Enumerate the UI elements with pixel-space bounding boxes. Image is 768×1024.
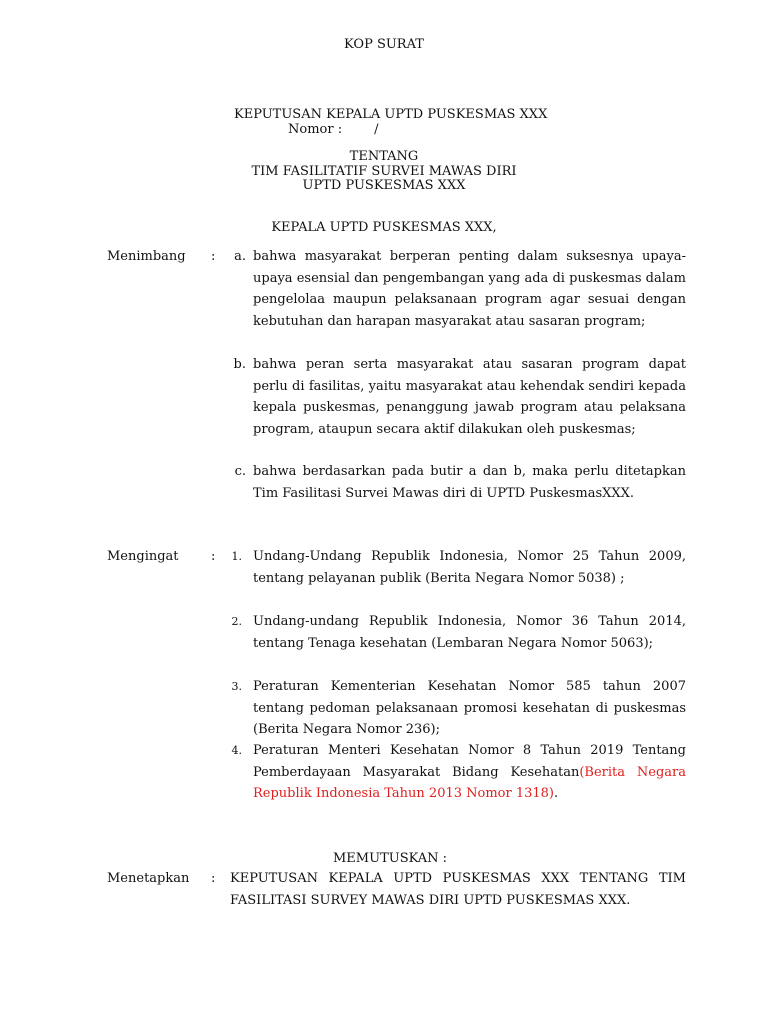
mengingat-marker-2: 2. xyxy=(231,615,242,628)
issuer-heading: KEPALA UPTD PUSKESMAS XXX, xyxy=(271,220,497,235)
mengingat-item-2: Undang-undang Republik Indonesia, Nomor 36 Tahun 2014, tentang Tenaga kesehatan (Lembaran Negara Nomor 5063); xyxy=(253,614,686,651)
mengingat-marker-1: 1. xyxy=(231,550,242,563)
menetapkan-label: Menetapkan xyxy=(107,871,190,886)
menetapkan-text: KEPUTUSAN KEPALA UPTD PUSKESMAS XXX TENTANG TIM FASILITASI SURVEY MAWAS DIRI UPTD PUSKESMAS XXX. xyxy=(230,871,686,908)
decree-title: KEPUTUSAN KEPALA UPTD PUSKESMAS XXX xyxy=(234,107,548,122)
mengingat-label: Mengingat xyxy=(107,549,179,564)
menimbang-label: Menimbang xyxy=(107,249,186,264)
mengingat-item-3: Peraturan Kementerian Kesehatan Nomor 585 tahun 2007 tentang pedoman pelaksanaan promosi kesehatan di puskesmas (Berita Negara Nomor 236); xyxy=(253,679,686,738)
decree-number xyxy=(288,122,378,137)
subject-line-2: UPTD PUSKESMAS XXX xyxy=(302,178,466,193)
menimbang-marker-c: c. xyxy=(234,464,246,479)
nomor-label: Nomor : xyxy=(288,122,343,137)
mengingat-item-4 xyxy=(253,740,686,805)
mengingat-item-4-red-citation: (Berita Negara Republik Indonesia Tahun 2013 Nomor 1318) xyxy=(253,764,686,802)
menimbang-item-b: bahwa peran serta masyarakat atau sasaran program dapat perlu di fasilitas, yaitu masyarakat atau kehendak sendiri kepada kepala puskesmas, penanggung jawab program atau pelaksana program, ataupun secara aktif dilakukan oleh puskesmas; xyxy=(253,357,686,437)
mengingat-marker-4: 4. xyxy=(231,744,242,757)
mengingat-colon: : xyxy=(211,549,216,564)
mengingat-marker-3: 3. xyxy=(231,680,242,693)
subject-line-1: TIM FASILITATIF SURVEI MAWAS DIRI xyxy=(251,164,517,179)
menimbang-colon: : xyxy=(211,249,216,264)
mengingat-item-1: Undang-Undang Republik Indonesia, Nomor 25 Tahun 2009, tentang pelayanan publik (Berita Negara Nomor 5038) ; xyxy=(253,549,686,586)
menimbang-marker-b: b. xyxy=(233,357,246,372)
nomor-value: / xyxy=(374,122,379,137)
menimbang-item-a: bahwa masyarakat berperan penting dalam suksesnya upaya-upaya esensial dan pengembangan yang ada di puskesmas dalam pengelolaa maupun pelaksanaan program agar sesuai dengan kebutuhan dan harapan masyarakat atau sasaran program; xyxy=(253,249,686,329)
letterhead: KOP SURAT xyxy=(344,37,424,52)
menimbang-item-c: bahwa berdasarkan pada butir a dan b, maka perlu ditetapkan Tim Fasilitasi Survei Mawas diri di UPTD PuskesmasXXX. xyxy=(253,464,686,501)
memutuskan-heading: MEMUTUSKAN : xyxy=(333,851,448,866)
tentang-heading: TENTANG xyxy=(349,149,419,164)
mengingat-item-4-main: Peraturan Menteri Kesehatan Nomor 8 Tahun 2019 Tentang Pemberdayaan Masyarakat Bidang Kesehatan xyxy=(253,743,686,780)
mengingat-item-4-end: . xyxy=(554,786,559,802)
menimbang-marker-a: a. xyxy=(234,249,246,264)
menetapkan-colon: : xyxy=(211,871,216,886)
